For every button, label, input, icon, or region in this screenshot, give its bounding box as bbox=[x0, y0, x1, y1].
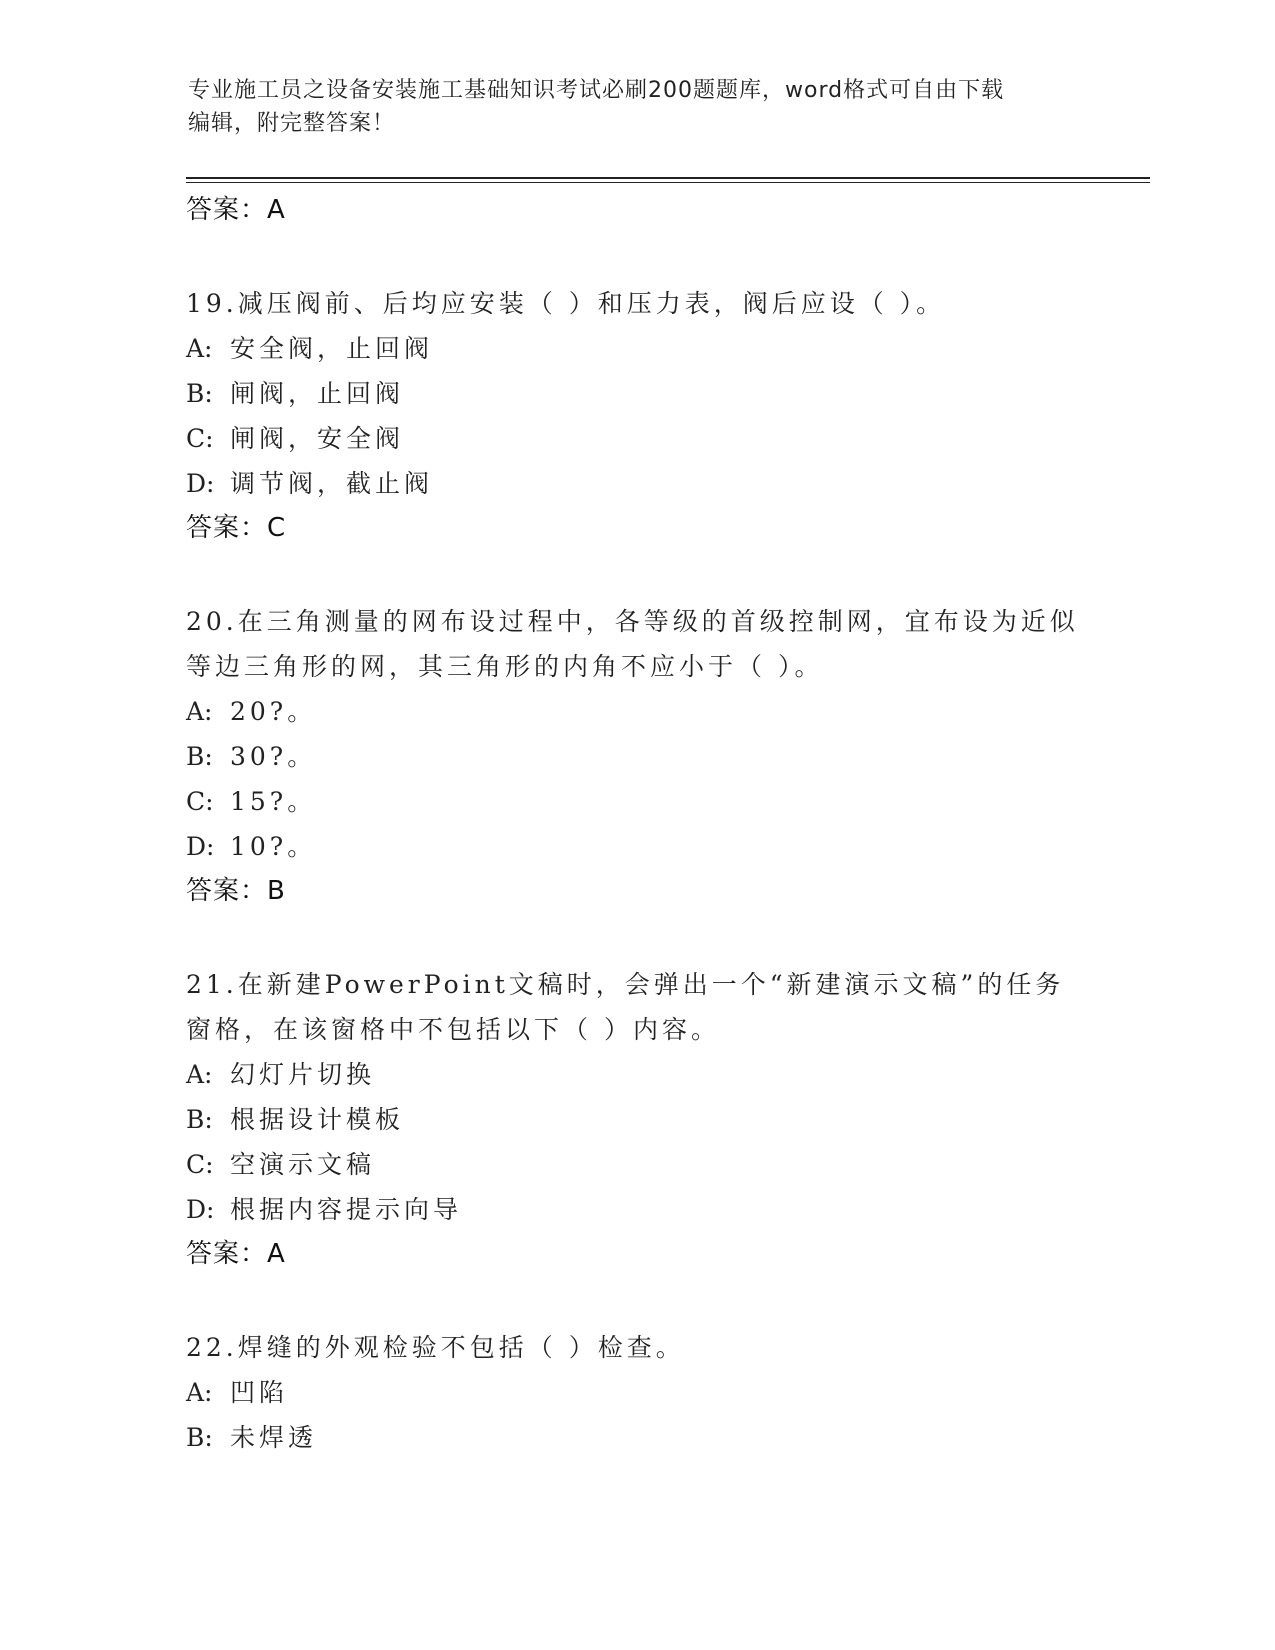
option-letter: D: bbox=[186, 469, 215, 498]
question-text: 21.在新建PowerPoint文稿时，会弹出一个“新建演示文稿”的任务窗格，在该窗格中不包括以下（ ）内容。 bbox=[186, 970, 1065, 1044]
option-b bbox=[186, 1415, 1086, 1460]
answer-line: 答案：A bbox=[186, 195, 286, 225]
option-letter: C: bbox=[186, 1150, 214, 1179]
option-letter: A: bbox=[186, 334, 213, 363]
option-letter: B: bbox=[186, 1105, 213, 1134]
option-text: 幻灯片切换 bbox=[230, 1060, 376, 1089]
option-text: 未焊透 bbox=[230, 1423, 318, 1452]
option-b bbox=[186, 734, 1086, 779]
answer-line: 答案：A bbox=[186, 1239, 286, 1269]
option-text: 安全阀，止回阀 bbox=[230, 334, 434, 363]
option-c bbox=[186, 779, 1086, 824]
option-letter: C: bbox=[186, 787, 214, 816]
option-letter: A: bbox=[186, 1378, 213, 1407]
option-text: 20?。 bbox=[230, 697, 317, 726]
question-text: 20.在三角测量的网布设过程中，各等级的首级控制网，宜布设为近似等边三角形的网，其三角形的内角不应小于（ ）。 bbox=[186, 607, 1079, 681]
option-a bbox=[186, 1370, 1086, 1415]
option-letter: D: bbox=[186, 832, 215, 861]
option-letter: D: bbox=[186, 1195, 215, 1224]
option-a bbox=[186, 1052, 1086, 1097]
option-letter: B: bbox=[186, 742, 213, 771]
question-block bbox=[186, 281, 1086, 551]
option-text: 闸阀，安全阀 bbox=[230, 424, 405, 453]
header-title-line-1: 专业施工员之设备安装施工基础知识考试必刷200题题库，word格式可自由下载 bbox=[188, 78, 1005, 103]
option-letter: A: bbox=[186, 1060, 213, 1089]
option-d bbox=[186, 1187, 1086, 1232]
option-text: 根据设计模板 bbox=[230, 1105, 405, 1134]
header-divider-thick bbox=[186, 177, 1150, 179]
option-letter: B: bbox=[186, 1423, 213, 1452]
option-d bbox=[186, 824, 1086, 869]
option-letter: C: bbox=[186, 424, 214, 453]
option-text: 10?。 bbox=[230, 832, 317, 861]
option-text: 闸阀，止回阀 bbox=[230, 379, 405, 408]
question-block bbox=[186, 1325, 1086, 1460]
option-b bbox=[186, 1097, 1086, 1142]
option-d bbox=[186, 461, 1086, 506]
spacer bbox=[186, 1277, 1086, 1325]
option-a bbox=[186, 326, 1086, 371]
option-letter: B: bbox=[186, 379, 213, 408]
header-title-line-2: 编辑，附完整答案！ bbox=[188, 111, 396, 136]
document-header bbox=[188, 74, 1088, 140]
option-text: 30?。 bbox=[230, 742, 317, 771]
option-text: 空演示文稿 bbox=[230, 1150, 376, 1179]
option-a bbox=[186, 689, 1086, 734]
option-text: 调节阀，截止阀 bbox=[230, 469, 434, 498]
question-text: 19.减压阀前、后均应安装（ ）和压力表，阀后应设（ ）。 bbox=[186, 289, 946, 318]
answer-line: 答案：C bbox=[186, 513, 287, 543]
question-block bbox=[186, 599, 1086, 914]
header-divider-thin bbox=[186, 182, 1150, 183]
spacer bbox=[186, 551, 1086, 599]
question-text: 22.焊缝的外观检验不包括（ ）检查。 bbox=[186, 1333, 685, 1362]
option-text: 凹陷 bbox=[230, 1378, 289, 1407]
option-text: 根据内容提示向导 bbox=[230, 1195, 463, 1224]
question-block bbox=[186, 962, 1086, 1277]
spacer bbox=[186, 914, 1086, 962]
option-c bbox=[186, 1142, 1086, 1187]
answer-line: 答案：B bbox=[186, 876, 286, 906]
spacer bbox=[186, 233, 1086, 281]
option-c bbox=[186, 416, 1086, 461]
option-text: 15?。 bbox=[230, 787, 317, 816]
option-letter: A: bbox=[186, 697, 213, 726]
question-list bbox=[186, 188, 1086, 1460]
option-b bbox=[186, 371, 1086, 416]
